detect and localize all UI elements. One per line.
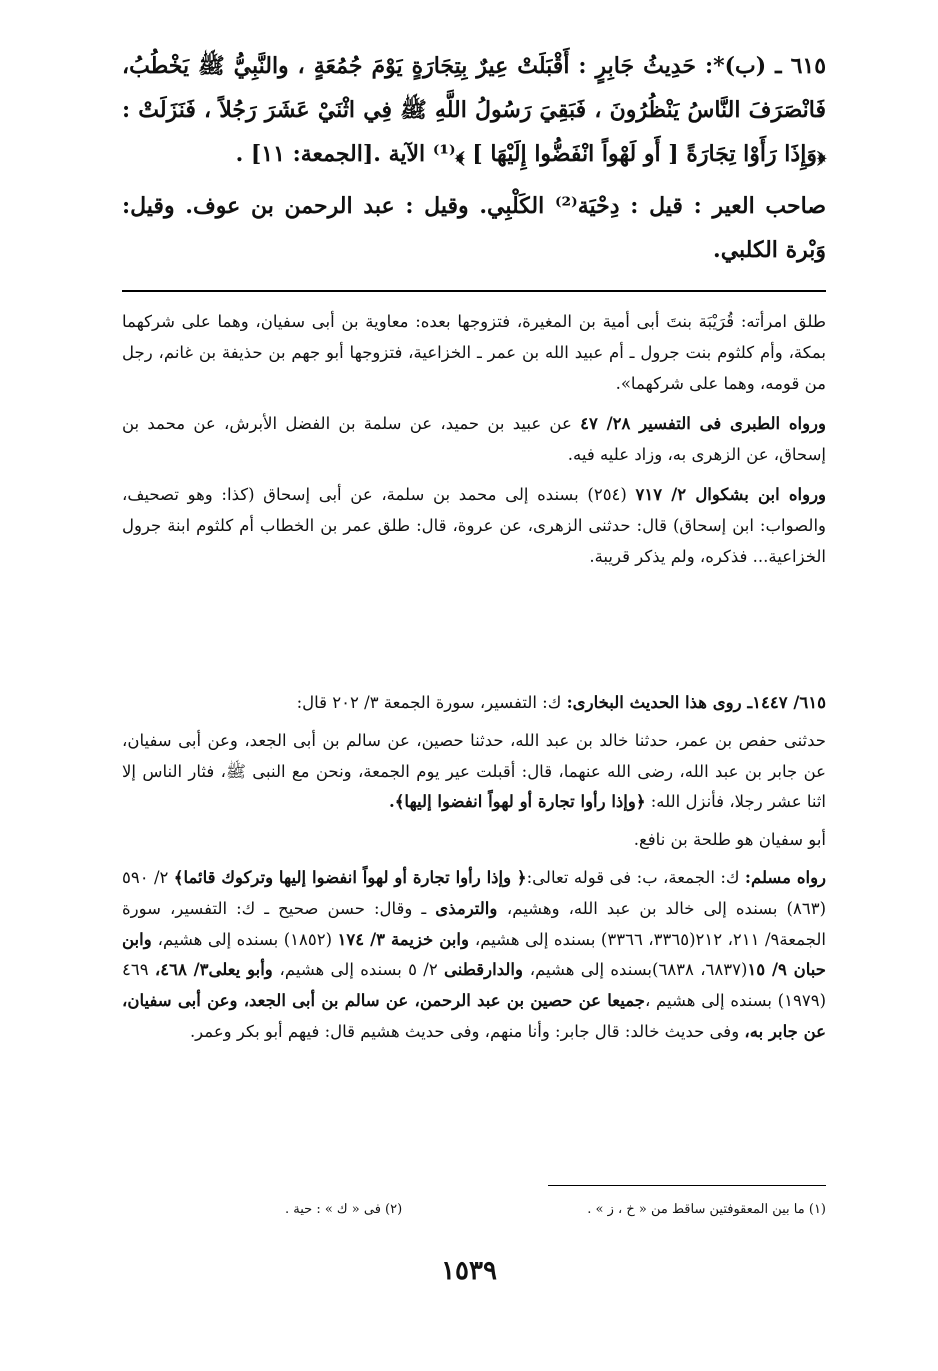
source-citation: رواه مسلم: xyxy=(744,867,827,887)
source-citation: ورواه الطبرى فى التفسير ٢٨/ ٤٧ xyxy=(580,414,826,433)
source-citation: والدارقطنى xyxy=(444,960,530,980)
hadith-number: ٦١٥ ـ (ب)*: xyxy=(704,53,827,79)
commentary-paragraph: طلق امرأته: قُرَيْبَة بنتَ أبى أمية بن المغيرة، فتزوجها بعده: معاوية بن أبى سفيان، وهما على شركهما بمكة، وأم كلثوم بنت جرول ـ أم عبيد الله بن عمر ـ الخزاعية، فتزوجها أبو جهم بن حذيفة بن غانم، رجل من قومه، وهما على شركهما». xyxy=(122,312,826,393)
takhrij-paragraph xyxy=(122,863,826,1048)
takhrij-text: (٦٨٣٧، ٦٨٣٨)بسنده إلى هشيم، xyxy=(529,960,748,980)
takhrij-text: ٢/ ٥٩٠ (٨٦٣) بسنده إلى خالد بن عبد الله، وهشيم، xyxy=(122,867,826,918)
hadith-text: حَدِيثُ جَابِرٍ : أَقْبَلَتْ عِيرٌ بِتِجَارَةٍ يَوْمَ جُمُعَةٍ ، والنَّبِيُّ ﷺ يَخْطُبُ، فَانْصَرَفَ النَّاسُ يَنْظُرُونَ ، فَبَقِيَ رَسُولُ اللَّهِ ﷺ فِي اثْنَيْ عَشَرَ رَجُلاً ، فَنَزَلَتْ :﴿وَإِذَا رَأَوْا تِجَارَةً [ أَو لَهْواً انْفَضُّوا إِلَيْهَا ] ﴾⁽¹⁾ الآية .[الجمعة: ١١] . xyxy=(122,53,826,167)
takhrij-text: ـ وقال: حسن صحيح ـ ك: التفسير، سورة الجمعة٩/ ٢١١، ٢١٢(٣٣٦٥، ٣٣٦٦) بسنده إلى هشيم، xyxy=(122,898,827,949)
isnad-summary: جميعا عن حصين بن عبد الرحمن، عن سالم بن أبى الجعد، وعن أبى سفيان، عن جابر به، xyxy=(122,991,826,1041)
takhrij-text: وفى حديث خالد: قال جابر: وأنا منهم، وفى حديث هشيم قال: فيهم أبو بكر وعمر. xyxy=(189,1021,745,1041)
takhrij-number: ٦١٥/ ١٤٤٧ـ روى هذا الحديث البخارى: xyxy=(566,693,826,712)
takhrij-paragraph xyxy=(122,726,826,818)
takhrij-heading xyxy=(122,688,826,719)
commentary-text: عن عبيد بن حميد، عن سلمة بن الفضل الأبرش، عن محمد بن إسحاق، عن الزهرى به، وزاد عليه فيه. xyxy=(122,414,826,464)
takhrij-text: حدثنى حفص بن عمر، حدثنا خالد بن عبد الله، حدثنا حصين، عن سالم بن أبى الجعد، وعن أبى سفيان، عن جابر بن عبد الله، رضى الله عنهما، قال: أقبلت عير يوم الجمعة، ونحن مع النبى ﷺ، فثار الناس إلا اثنا عشر رجلا، فأنزل الله: xyxy=(122,730,826,812)
source-citation: والترمذى xyxy=(435,898,507,918)
footnotes xyxy=(285,1200,826,1220)
commentary-paragraph xyxy=(122,479,826,572)
page-number: ١٥٣٩ xyxy=(441,1256,497,1286)
source-citation: وابن خزيمة ٣/ ١٧٤ xyxy=(337,929,475,949)
takhrij-text: ك: الجمعة، ب: فى قوله تعالى: xyxy=(526,867,745,887)
separator-rule xyxy=(122,290,826,292)
takhrij-source: ك: التفسير، سورة الجمعة ٣/ ٢٠٢ قال: xyxy=(296,693,567,712)
footnote-rule xyxy=(548,1185,826,1186)
commentary-text: (٢٥٤) بسنده إلى محمد بن سلمة، عن أبى إسحاق (كذا: وهو تصحيف، والصواب: ابن إسحاق) قال: حدثنى الزهرى، عن عروة، قال: طلق عمر بن الخطاب أم كلثوم ابنة جرول الخزاعية... فذكره، ولم يذكر قريبة. xyxy=(122,485,826,566)
source-citation: وابن حبان ٩/ ١٥ xyxy=(122,929,826,980)
source-citation: ورواه ابن بشكوال ٢/ ٧١٧ xyxy=(635,485,827,504)
main-text xyxy=(122,44,826,272)
commentary-paragraph xyxy=(122,408,826,470)
hadith-paragraph xyxy=(122,44,826,176)
takhrij-text: (١٨٥٢) بسنده إلى هشيم، xyxy=(157,929,338,949)
footnote-1: (١) ما بين المعقوفتين ساقط من « خ ، ز » . xyxy=(587,1202,826,1217)
footnote-2: (٢) فى « ك » : حية . xyxy=(285,1202,403,1217)
commentary-section xyxy=(122,306,826,572)
quran-verse: ﴿ وإذا رأوا تجارة أو لهواً انفضوا إليها وتركوك قائما﴾ xyxy=(173,867,527,887)
takhrij-text: ٢/ ٥ بسنده إلى هشيم، xyxy=(279,960,444,980)
takhrij-paragraph: أبو سفيان هو طلحة بن نافع. xyxy=(633,830,826,850)
quran-verse: ﴿وإذا رأوا تجارة أو لهواً انفضوا إليها﴾. xyxy=(389,792,646,812)
takhrij-text: ٤٦٩ (١٩٧٩) بسنده إلى هشيم ، xyxy=(122,960,826,1011)
source-citation: وأبو يعلى٣/ ٤٦٨، xyxy=(154,960,280,980)
explanation-paragraph: صاحب العير : قيل : دِحْيَة⁽²⁾ الكَلْبِي. وقيل : عبد الرحمن بن عوف. وقيل: وَبْرة الكلبي. xyxy=(122,193,827,263)
takhrij-section xyxy=(122,688,826,1048)
